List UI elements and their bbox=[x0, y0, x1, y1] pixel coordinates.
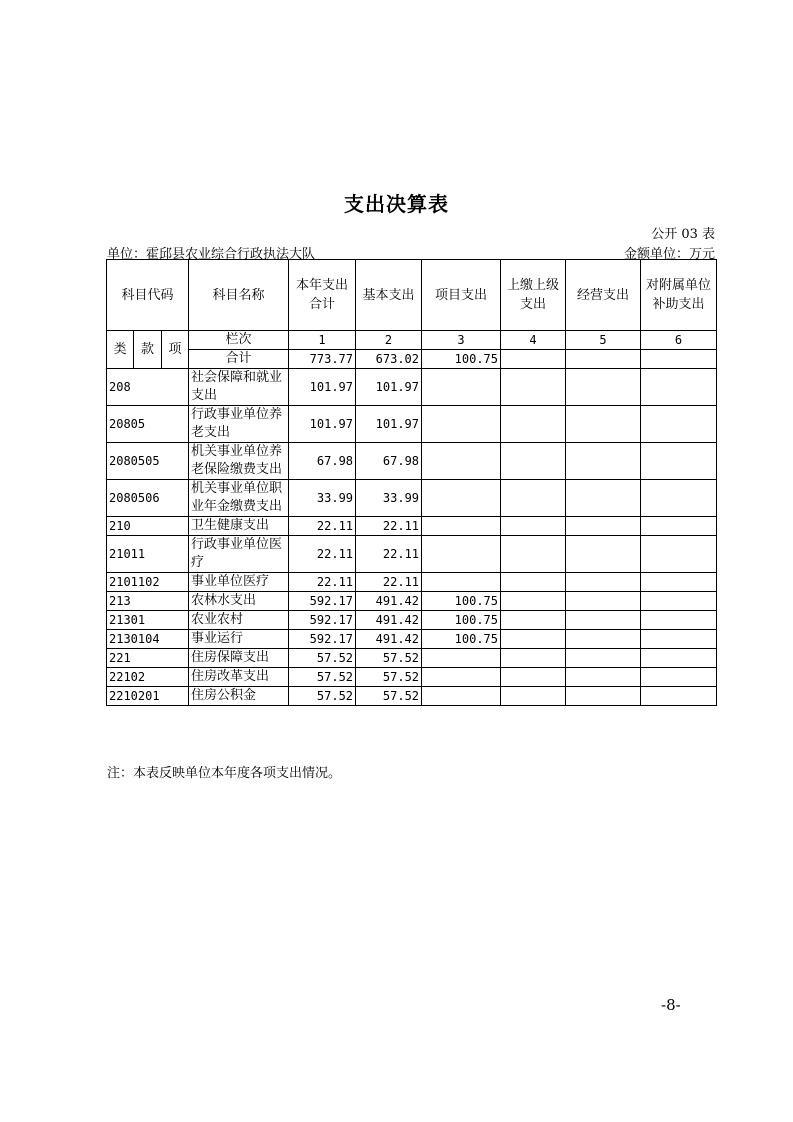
header-business: 经营支出 bbox=[566, 260, 641, 331]
row-total: 67.98 bbox=[289, 443, 356, 480]
row-business bbox=[566, 480, 641, 517]
row-subsidy bbox=[641, 573, 717, 592]
row-name: 机关事业单位职业年金缴费支出 bbox=[189, 480, 289, 517]
row-total: 57.52 bbox=[289, 649, 356, 668]
row-upper bbox=[501, 649, 566, 668]
table-row bbox=[107, 517, 717, 536]
row-basic: 67.98 bbox=[356, 443, 422, 480]
table-row bbox=[107, 406, 717, 443]
column-number: 1 bbox=[289, 331, 356, 350]
table-row bbox=[107, 649, 717, 668]
row-basic: 57.52 bbox=[356, 649, 422, 668]
row-upper bbox=[501, 592, 566, 611]
row-basic: 491.42 bbox=[356, 611, 422, 630]
row-upper bbox=[501, 536, 566, 573]
row-total: 592.17 bbox=[289, 611, 356, 630]
totals-upper bbox=[501, 350, 566, 369]
row-code: 2130104 bbox=[107, 630, 189, 649]
row-basic: 22.11 bbox=[356, 517, 422, 536]
header-name: 科目名称 bbox=[189, 260, 289, 331]
row-subsidy bbox=[641, 630, 717, 649]
row-subsidy bbox=[641, 592, 717, 611]
totals-subsidy bbox=[641, 350, 717, 369]
row-total: 22.11 bbox=[289, 573, 356, 592]
header-subsidy: 对附属单位补助支出 bbox=[641, 260, 717, 331]
sub-header-kuan: 款 bbox=[134, 331, 162, 369]
row-total: 101.97 bbox=[289, 406, 356, 443]
totals-business bbox=[566, 350, 641, 369]
row-total: 33.99 bbox=[289, 480, 356, 517]
row-project bbox=[422, 443, 501, 480]
row-upper bbox=[501, 517, 566, 536]
column-number: 2 bbox=[356, 331, 422, 350]
row-upper bbox=[501, 443, 566, 480]
row-business bbox=[566, 611, 641, 630]
page-number: -8- bbox=[661, 996, 681, 1014]
row-upper bbox=[501, 630, 566, 649]
column-number: 4 bbox=[501, 331, 566, 350]
row-name: 住房保障支出 bbox=[189, 649, 289, 668]
row-upper bbox=[501, 668, 566, 687]
row-subsidy bbox=[641, 649, 717, 668]
row-project bbox=[422, 649, 501, 668]
row-name: 农林水支出 bbox=[189, 592, 289, 611]
row-code: 22102 bbox=[107, 668, 189, 687]
row-name: 行政事业单位医疗 bbox=[189, 536, 289, 573]
table-row bbox=[107, 630, 717, 649]
row-code: 20805 bbox=[107, 406, 189, 443]
row-business bbox=[566, 649, 641, 668]
page-title: 支出决算表 bbox=[344, 192, 449, 216]
row-code: 2101102 bbox=[107, 573, 189, 592]
row-business bbox=[566, 536, 641, 573]
row-total: 101.97 bbox=[289, 369, 356, 406]
column-number: 5 bbox=[566, 331, 641, 350]
row-upper bbox=[501, 611, 566, 630]
row-project bbox=[422, 573, 501, 592]
row-total: 22.11 bbox=[289, 536, 356, 573]
table-row bbox=[107, 536, 717, 573]
sub-header-lei: 类 bbox=[107, 331, 134, 369]
row-project bbox=[422, 687, 501, 706]
row-total: 592.17 bbox=[289, 592, 356, 611]
row-total: 57.52 bbox=[289, 668, 356, 687]
unit-label: 单位：霍邱县农业综合行政执法大队 bbox=[107, 247, 316, 262]
row-code: 213 bbox=[107, 592, 189, 611]
row-name: 事业单位医疗 bbox=[189, 573, 289, 592]
row-basic: 491.42 bbox=[356, 630, 422, 649]
row-project: 100.75 bbox=[422, 592, 501, 611]
row-code: 21301 bbox=[107, 611, 189, 630]
row-upper bbox=[501, 573, 566, 592]
row-name: 住房公积金 bbox=[189, 687, 289, 706]
row-business bbox=[566, 668, 641, 687]
row-basic: 101.97 bbox=[356, 406, 422, 443]
column-number: 3 bbox=[422, 331, 501, 350]
row-code: 2080506 bbox=[107, 480, 189, 517]
row-project: 100.75 bbox=[422, 630, 501, 649]
row-subsidy bbox=[641, 687, 717, 706]
row-name: 机关事业单位养老保险缴费支出 bbox=[189, 443, 289, 480]
totals-row bbox=[107, 350, 717, 369]
row-code: 210 bbox=[107, 517, 189, 536]
row-basic: 57.52 bbox=[356, 668, 422, 687]
sub-header-xiang: 项 bbox=[162, 331, 189, 369]
row-name: 社会保障和就业支出 bbox=[189, 369, 289, 406]
row-business bbox=[566, 687, 641, 706]
column-number-row bbox=[107, 331, 717, 350]
row-code: 21011 bbox=[107, 536, 189, 573]
row-total: 57.52 bbox=[289, 687, 356, 706]
row-business bbox=[566, 369, 641, 406]
row-subsidy bbox=[641, 406, 717, 443]
row-business bbox=[566, 406, 641, 443]
row-total: 592.17 bbox=[289, 630, 356, 649]
row-business bbox=[566, 443, 641, 480]
row-subsidy bbox=[641, 480, 717, 517]
column-number: 6 bbox=[641, 331, 717, 350]
header-row bbox=[107, 260, 717, 331]
table-row bbox=[107, 668, 717, 687]
header-upper: 上缴上级支出 bbox=[501, 260, 566, 331]
row-upper bbox=[501, 480, 566, 517]
table-row bbox=[107, 611, 717, 630]
row-code: 2080505 bbox=[107, 443, 189, 480]
row-code: 2210201 bbox=[107, 687, 189, 706]
table-note: 注：本表反映单位本年度各项支出情况。 bbox=[107, 766, 342, 781]
row-business bbox=[566, 573, 641, 592]
row-upper bbox=[501, 687, 566, 706]
table-row bbox=[107, 480, 717, 517]
row-basic: 33.99 bbox=[356, 480, 422, 517]
table-row bbox=[107, 573, 717, 592]
sub-header-lanci: 栏次 bbox=[189, 331, 289, 350]
row-project bbox=[422, 406, 501, 443]
row-code: 208 bbox=[107, 369, 189, 406]
row-code: 221 bbox=[107, 649, 189, 668]
totals-total: 773.77 bbox=[289, 350, 356, 369]
row-project bbox=[422, 668, 501, 687]
row-subsidy bbox=[641, 611, 717, 630]
table-row bbox=[107, 369, 717, 406]
row-basic: 57.52 bbox=[356, 687, 422, 706]
row-subsidy bbox=[641, 443, 717, 480]
totals-project: 100.75 bbox=[422, 350, 501, 369]
form-number: 公开 03 表 bbox=[651, 227, 715, 242]
row-subsidy bbox=[641, 517, 717, 536]
row-upper bbox=[501, 369, 566, 406]
row-subsidy bbox=[641, 668, 717, 687]
header-project: 项目支出 bbox=[422, 260, 501, 331]
header-total: 本年支出合计 bbox=[289, 260, 356, 331]
row-project bbox=[422, 536, 501, 573]
row-project bbox=[422, 369, 501, 406]
row-name: 卫生健康支出 bbox=[189, 517, 289, 536]
row-basic: 491.42 bbox=[356, 592, 422, 611]
row-business bbox=[566, 630, 641, 649]
header-code: 科目代码 bbox=[107, 260, 189, 331]
row-business bbox=[566, 592, 641, 611]
row-subsidy bbox=[641, 369, 717, 406]
row-total: 22.11 bbox=[289, 517, 356, 536]
totals-basic: 673.02 bbox=[356, 350, 422, 369]
row-business bbox=[566, 517, 641, 536]
table-row bbox=[107, 687, 717, 706]
table-row bbox=[107, 592, 717, 611]
row-name: 住房改革支出 bbox=[189, 668, 289, 687]
row-name: 行政事业单位养老支出 bbox=[189, 406, 289, 443]
row-name: 农业农村 bbox=[189, 611, 289, 630]
header-basic: 基本支出 bbox=[356, 260, 422, 331]
table-row bbox=[107, 443, 717, 480]
row-upper bbox=[501, 406, 566, 443]
row-project: 100.75 bbox=[422, 611, 501, 630]
sub-header-heji: 合计 bbox=[189, 350, 289, 369]
row-basic: 101.97 bbox=[356, 369, 422, 406]
row-subsidy bbox=[641, 536, 717, 573]
row-basic: 22.11 bbox=[356, 536, 422, 573]
row-project bbox=[422, 517, 501, 536]
row-name: 事业运行 bbox=[189, 630, 289, 649]
row-project bbox=[422, 480, 501, 517]
row-basic: 22.11 bbox=[356, 573, 422, 592]
expenditure-table bbox=[106, 259, 717, 706]
currency-label: 金额单位：万元 bbox=[623, 247, 715, 262]
